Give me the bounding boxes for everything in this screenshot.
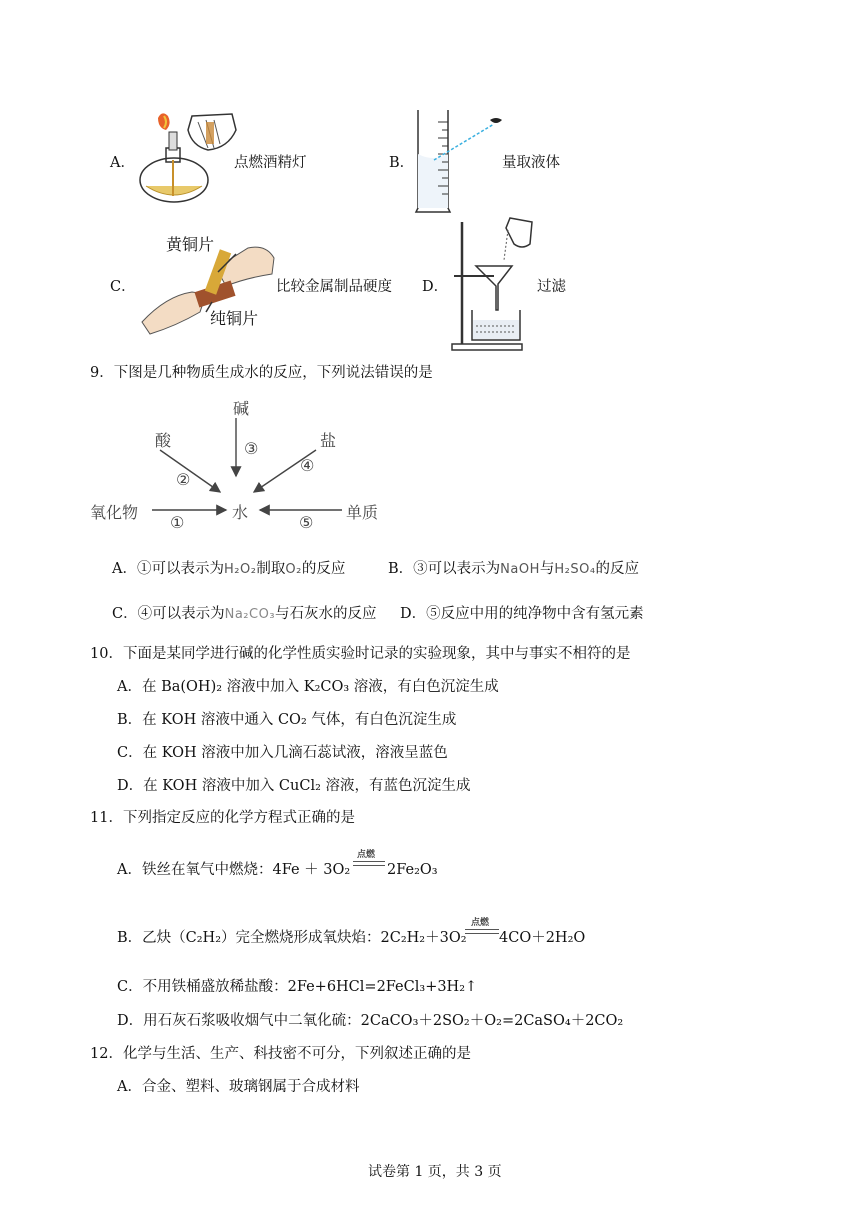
node-acid: 酸 xyxy=(155,431,172,450)
condition-ignite: 点燃 xyxy=(357,850,376,860)
q11-option-b: B．乙炔（C₂H₂）完全燃烧形成氧炔焰：2C₂H₂＋3O₂ 点燃 4CO＋2H₂O xyxy=(117,928,617,950)
graduated-cylinder-figure xyxy=(412,108,508,216)
condition-ignite: 点燃 xyxy=(471,918,490,928)
arrow-3-label: ③ xyxy=(244,439,259,458)
equation-bar xyxy=(353,861,385,866)
q9-option-a: A．①可以表示为H₂O₂制取O₂的反应 xyxy=(112,561,346,577)
q12-option-a: A．合金、塑料、玻璃钢属于合成材料 xyxy=(117,1079,360,1095)
arrow-5-label: ⑤ xyxy=(299,513,314,532)
q8-option-b-caption: 量取液体 xyxy=(502,155,560,171)
arrow-4-label: ④ xyxy=(300,456,315,475)
q8-option-a-letter: A． xyxy=(110,155,135,171)
pure-copper-sheet-label: 纯铜片 xyxy=(210,309,259,328)
q10-stem: 10．下面是某同学进行碱的化学性质实验时记录的实验现象，其中与事实不相符的是 xyxy=(90,646,631,662)
q11-stem: 11．下列指定反应的化学方程式正确的是 xyxy=(90,810,355,826)
page-footer: 试卷第 1 页，共 3 页 xyxy=(368,1164,502,1180)
q9-option-d: D．⑤反应中用的纯净物中含有氢元素 xyxy=(400,606,644,622)
q8-option-c-letter: C． xyxy=(110,279,136,295)
q8-option-d-caption: 过滤 xyxy=(537,279,566,295)
formula-h2o2: H₂O₂ xyxy=(223,562,257,577)
q11-option-d: D．用石灰石浆吸收烟气中二氧化硫：2CaCO₃＋2SO₂＋O₂=2CaSO₄＋2CO₂ xyxy=(117,1013,624,1029)
q9-option-c: C．④可以表示为Na₂CO₃与石灰水的反应 xyxy=(112,606,377,622)
q8-option-d-letter: D． xyxy=(422,279,449,295)
q11-option-a: A．铁丝在氧气中燃烧：4Fe ＋ 3O₂ 点燃 2Fe₂O₃ xyxy=(117,860,517,882)
formula-naoh: NaOH xyxy=(500,562,540,577)
q10-option-b: B．在 KOH 溶液中通入 CO₂ 气体，有白色沉淀生成 xyxy=(117,712,457,728)
formula-na2co3: Na₂CO₃ xyxy=(224,607,276,622)
brass-sheet-label: 黄铜片 xyxy=(166,235,215,254)
node-element: 单质 xyxy=(346,503,379,522)
q8-option-c-caption: 比较金属制品硬度 xyxy=(276,279,392,295)
q11-option-c: C．不用铁桶盛放稀盐酸：2Fe+6HCl=2FeCl₃+3H₂↑ xyxy=(117,979,478,995)
q10-option-c: C．在 KOH 溶液中加入几滴石蕊试液，溶液呈蓝色 xyxy=(117,745,448,761)
q12-stem: 12．化学与生活、生产、科技密不可分，下列叙述正确的是 xyxy=(90,1046,471,1062)
q10-option-d: D．在 KOH 溶液中加入 CuCl₂ 溶液，有蓝色沉淀生成 xyxy=(117,778,471,794)
formula-o2: O₂ xyxy=(285,562,302,577)
node-base: 碱 xyxy=(233,399,250,418)
formula-h2so4: H₂SO₄ xyxy=(554,562,596,577)
q9-option-b: B．③可以表示为NaOH与H₂SO₄的反应 xyxy=(388,561,640,577)
arrow-1-label: ① xyxy=(170,513,185,532)
q9-stem: 9．下图是几种物质生成水的反应，下列说法错误的是 xyxy=(90,365,433,381)
node-oxide: 氧化物 xyxy=(90,503,139,522)
equation-bar xyxy=(465,929,499,934)
q8-option-b-letter: B． xyxy=(389,155,415,171)
filtration-figure xyxy=(446,214,546,352)
arrow-2-label: ② xyxy=(176,470,191,489)
q8-option-a-caption: 点燃酒精灯 xyxy=(234,155,307,171)
alcohol-lamp-lighting-figure xyxy=(128,108,240,212)
node-salt: 盐 xyxy=(320,431,337,450)
q10-option-a: A．在 Ba(OH)₂ 溶液中加入 K₂CO₃ 溶液，有白色沉淀生成 xyxy=(117,679,499,695)
node-water: 水 xyxy=(232,503,249,522)
